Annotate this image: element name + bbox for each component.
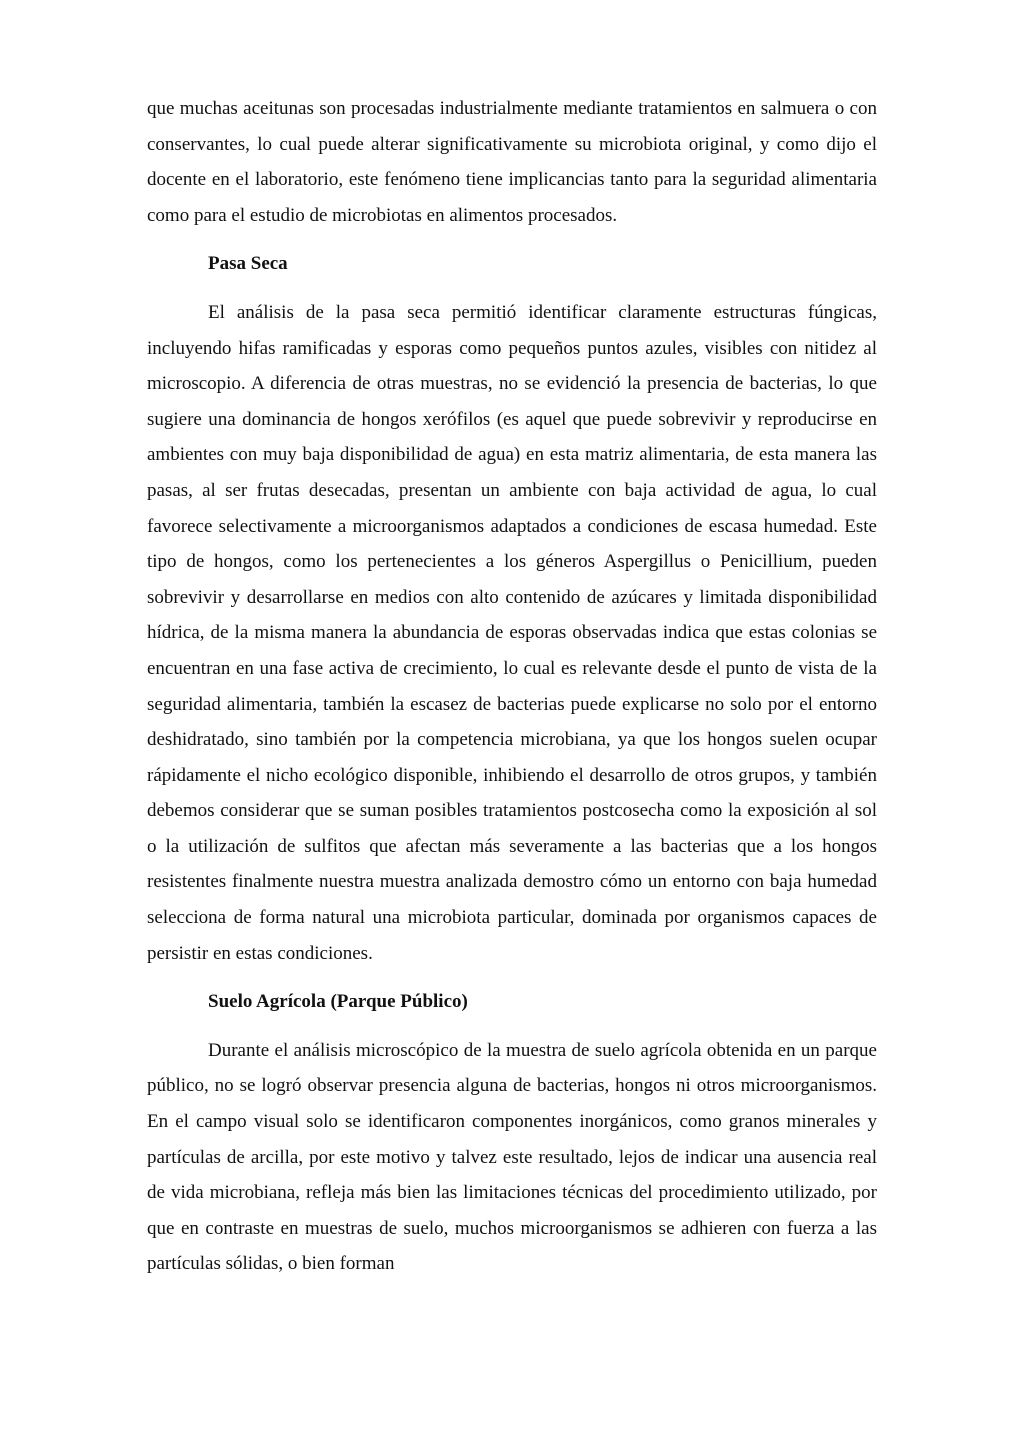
suelo-agricola-paragraph: Durante el análisis microscópico de la muestra de suelo agrícola obtenida en un parque público, no se logró observar presencia alguna de bacterias, hongos ni otros microorganismos. En el campo visual solo se identificaron componentes inorgánicos, como granos minerales y partículas de arcilla, por este motivo y talvez este resultado, lejos de indicar una ausencia real de vida microbiana, refleja más bien las limitaciones técnicas del procedimiento utilizado, por que en contraste en muestras de suelo, muchos microorganismos se adhieren con fuerza a las partículas sólidas, o bien forman (147, 1039, 877, 1275)
intro-continuation-paragraph: que muchas aceitunas son procesadas industrialmente mediante tratamientos en salmuera o con conservantes, lo cual puede alterar significativamente su microbiota original, y como dijo el docente en el laboratorio, este fenómeno tiene implicancias tanto para la seguridad alimentaria como para el estudio de microbiotas en alimentos procesados. (147, 98, 877, 226)
section-heading-suelo-agricola: Suelo Agrícola (Parque Público) (208, 991, 468, 1013)
document-body (147, 91, 877, 1282)
section-heading-pasa-seca: Pasa Seca (208, 253, 288, 275)
pasa-seca-paragraph: El análisis de la pasa seca permitió identificar claramente estructuras fúngicas, incluyendo hifas ramificadas y esporas como pequeños puntos azules, visibles con nitidez al microscopio. A diferencia de otras muestras, no se evidenció la presencia de bacterias, lo que sugiere una dominancia de hongos xerófilos (es aquel que puede sobrevivir y reproducirse en ambientes con muy baja disponibilidad de agua) en esta matriz alimentaria, de esta manera las pasas, al ser frutas desecadas, presentan un ambiente con baja actividad de agua, lo cual favorece selectivamente a microorganismos adaptados a condiciones de escasa humedad. Este tipo de hongos, como los pertenecientes a los géneros Aspergillus o Penicillium, pueden sobrevivir y desarrollarse en medios con alto contenido de azúcares y limitada disponibilidad hídrica, de la misma manera la abundancia de esporas observadas indica que estas colonias se encuentran en una fase activa de crecimiento, lo cual es relevante desde el punto de vista de la seguridad alimentaria, también la escasez de bacterias puede explicarse no solo por el entorno deshidratado, sino también por la competencia microbiana, ya que los hongos suelen ocupar rápidamente el nicho ecológico disponible, inhibiendo el desarrollo de otros grupos, y también debemos considerar que se suman posibles tratamientos postcosecha como la exposición al sol o la utilización de sulfitos que afectan más severamente a las bacterias que a los hongos resistentes finalmente nuestra muestra analizada demostro cómo un entorno con baja humedad selecciona de forma natural una microbiota particular, dominada por organismos capaces de persistir en estas condiciones. (147, 301, 877, 964)
